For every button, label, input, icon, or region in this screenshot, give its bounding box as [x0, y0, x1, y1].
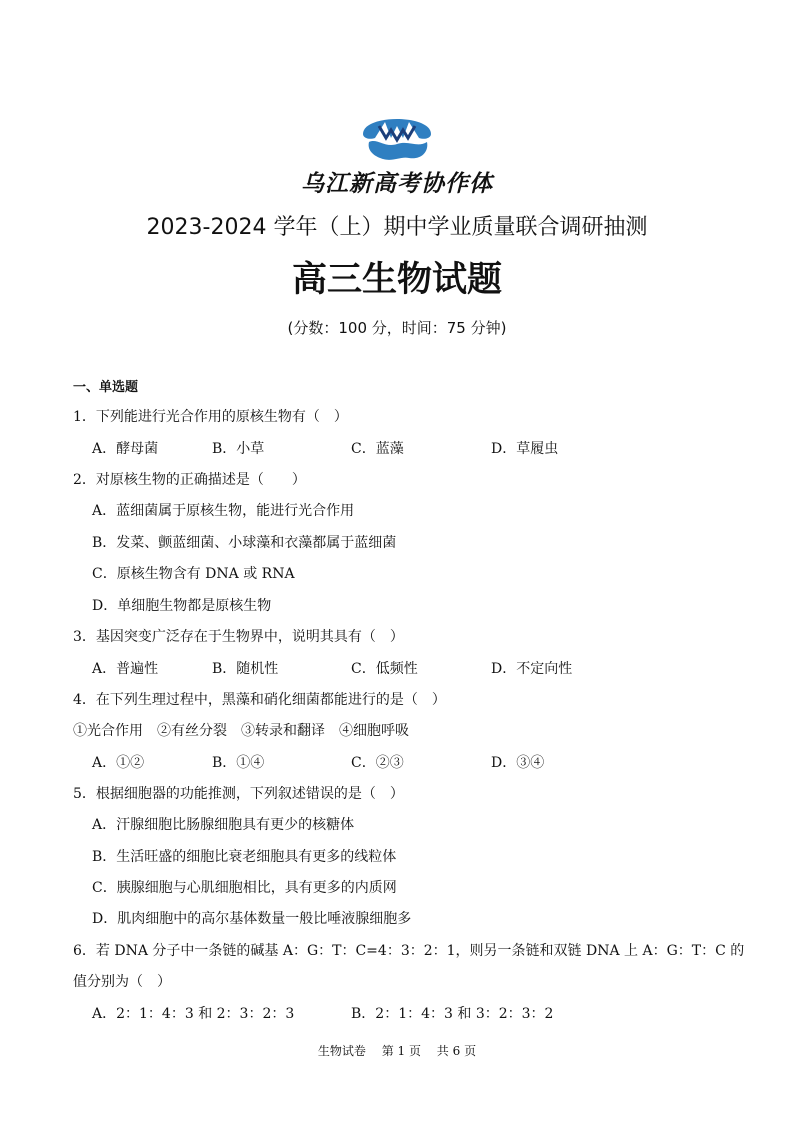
- question-1-option-d: D．草履虫: [491, 441, 559, 457]
- question-2-option-b: B．发菜、颤蓝细菌、小球藻和衣藻都属于蓝细菌: [92, 535, 397, 551]
- question-2-stem: 2．对原核生物的正确描述是（ ）: [73, 472, 306, 488]
- question-3-stem: 3．基因突变广泛存在于生物界中，说明其具有（ ）: [73, 629, 404, 645]
- question-2-option-d: D．单细胞生物都是原核生物: [92, 598, 272, 614]
- page-title: 高三生物试题: [291, 260, 502, 300]
- question-3-option-b: B．随机性: [212, 661, 279, 677]
- question-4-option-c: C．②③: [351, 755, 404, 771]
- question-5-option-b: B．生活旺盛的细胞比衰老细胞具有更多的线粒体: [92, 849, 397, 865]
- question-4-option-d: D．③④: [491, 755, 545, 771]
- question-4-option-a: A．①②: [92, 755, 145, 771]
- question-1-stem: 1．下列能进行光合作用的原核生物有（ ）: [73, 409, 348, 425]
- exam-title: 2023-2024 学年（上）期中学业质量联合调研抽测: [146, 215, 648, 240]
- question-5-option-c: C．胰腺细胞与心肌细胞相比，具有更多的内质网: [92, 880, 397, 896]
- question-5-option-d: D．肌肉细胞中的高尔基体数量一般比唾液腺细胞多: [92, 911, 412, 927]
- page-footer: 生物试卷 第 1 页 共 6 页: [317, 1044, 477, 1058]
- question-6-option-a: A．2：1：4：3 和 2：3：2：3: [92, 1006, 295, 1022]
- organization-logo: [359, 104, 435, 164]
- question-5-stem: 5．根据细胞器的功能推测，下列叙述错误的是（ ）: [73, 786, 404, 802]
- question-3-option-c: C．低频性: [351, 661, 418, 677]
- question-6-stem-line1: 6．若 DNA 分子中一条链的碱基 A：G：T：C=4：3：2：1，则另一条链和双链 DNA 上 A：G：T：C 的: [73, 943, 745, 959]
- exam-meta: (分数：100 分，时间：75 分钟): [287, 319, 507, 337]
- question-2-option-c: C．原核生物含有 DNA 或 RNA: [92, 566, 295, 582]
- question-5-option-a: A．汗腺细胞比肠腺细胞具有更少的核糖体: [92, 817, 355, 833]
- question-4-option-b: B．①④: [212, 755, 265, 771]
- question-2-option-a: A．蓝细菌属于原核生物，能进行光合作用: [92, 503, 355, 519]
- question-1-option-a: A．酵母菌: [92, 441, 159, 457]
- question-6-option-b: B．2：1：4：3 和 3：2：3：2: [351, 1006, 554, 1022]
- brand-name: 乌江新高考协作体: [301, 171, 493, 197]
- question-4-stem: 4．在下列生理过程中，黑藻和硝化细菌都能进行的是（ ）: [73, 692, 446, 708]
- section-title: 一、单选题: [73, 380, 139, 395]
- question-3-option-d: D．不定向性: [491, 661, 573, 677]
- question-6-stem-line2: 值分别为（ ）: [73, 974, 171, 990]
- question-1-option-b: B．小草: [212, 441, 265, 457]
- question-1-option-c: C．蓝藻: [351, 441, 404, 457]
- question-4-items: ①光合作用 ②有丝分裂 ③转录和翻译 ④细胞呼吸: [73, 723, 409, 739]
- question-3-option-a: A．普遍性: [92, 661, 159, 677]
